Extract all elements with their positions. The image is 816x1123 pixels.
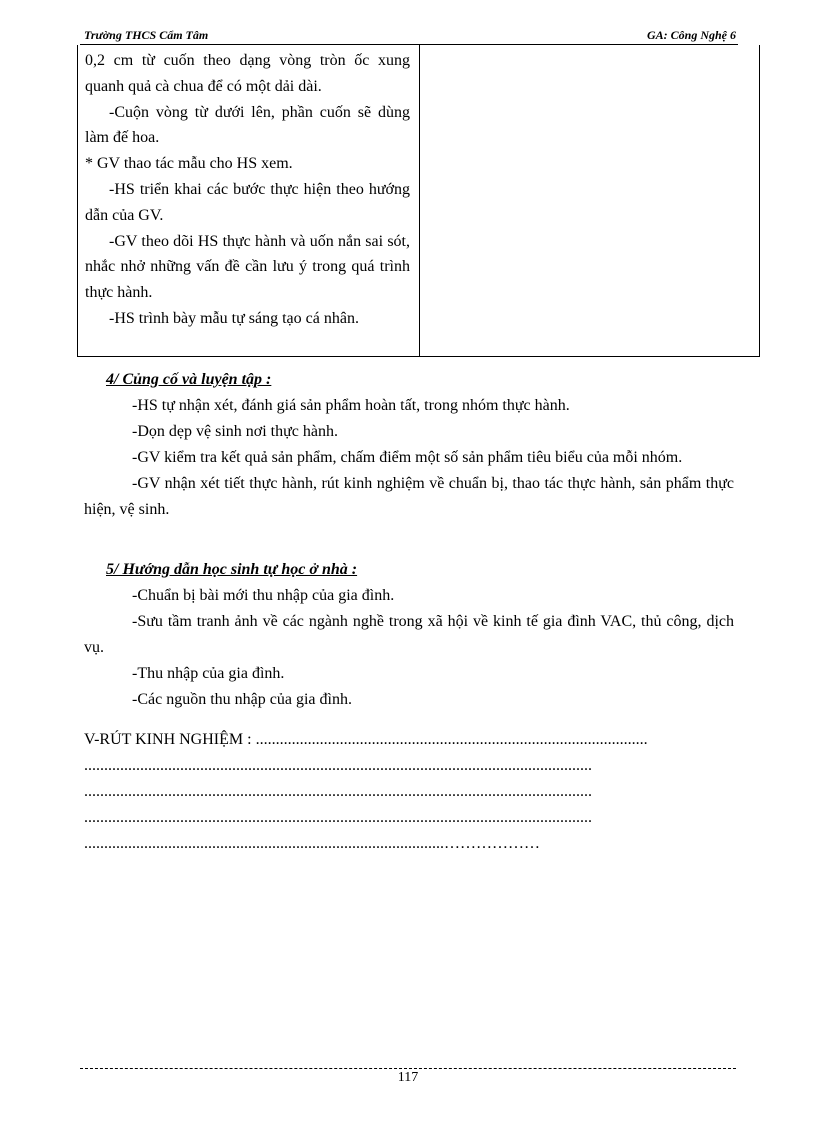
table-column-divider [419, 45, 420, 356]
table-line: * GV thao tác mẫu cho HS xem. [85, 155, 293, 173]
dotted-fill: .................................................................................................. [255, 731, 648, 748]
section-4-heading: 4/ Củng cố và luyện tập : [106, 371, 272, 388]
section-4 [84, 367, 734, 523]
list-item: -Các nguồn thu nhập của gia đình. [132, 691, 352, 708]
list-item: -GV nhận xét tiết thực hành, rút kinh nghiệm về chuẩn bị, thao tác thực hành, sản phẩm thực hiện, vệ sinh. [84, 475, 734, 518]
table-line: -HS trình bày mẫu tự sáng tạo cá nhân. [109, 309, 359, 327]
table-line: 0,2 cm từ cuốn theo dạng vòng tròn ốc xung quanh quả cà chua để có một dải dài. [85, 52, 410, 95]
page-number: 117 [397, 1070, 419, 1085]
dotted-line: ............................................................................................................................... [84, 809, 592, 826]
list-item: -Chuẩn bị bài mới thu nhập của gia đình. [132, 587, 395, 604]
dotted-line: ..........................................................................................……………… [84, 835, 540, 852]
activity-table [77, 45, 760, 357]
school-name: Trường THCS Cẩm Tâm [84, 28, 209, 42]
table-left-cell [85, 48, 410, 332]
footer-rule [80, 1068, 736, 1069]
experience-first-line [84, 727, 744, 753]
section-5 [84, 557, 734, 713]
experience-label: V-RÚT KINH NGHIỆM : [84, 731, 252, 748]
subject-name: GA: Công Nghệ 6 [646, 28, 736, 42]
dotted-line: ............................................................................................................................... [84, 757, 592, 774]
list-item: -Thu nhập của gia đình. [132, 665, 285, 682]
section-5-heading: 5/ Hướng dẫn học sinh tự học ở nhà : [106, 561, 358, 578]
list-item: -Dọn dẹp vệ sinh nơi thực hành. [132, 423, 338, 440]
table-line: -Cuộn vòng từ dưới lên, phần cuốn sẽ dùng làm đế hoa. [85, 103, 410, 147]
table-line: -HS triển khai các bước thực hiện theo hướng dẫn của GV. [85, 180, 410, 224]
page-header [84, 26, 736, 44]
dotted-line: ............................................................................................................................... [84, 783, 592, 800]
list-item: -GV kiểm tra kết quả sản phẩm, chấm điểm một số sản phẩm tiêu biểu của mỗi nhóm. [132, 449, 683, 466]
list-item: -HS tự nhận xét, đánh giá sản phẩm hoàn tất, trong nhóm thực hành. [132, 397, 570, 414]
table-line: -GV theo dõi HS thực hành và uốn nắn sai sót, nhắc nhở những vấn đề cần lưu ý trong quá trình thực hành. [85, 232, 410, 302]
list-item: -Sưu tầm tranh ảnh về các ngành nghề trong xã hội về kinh tế gia đình VAC, thủ công, dịch vụ. [84, 613, 734, 656]
